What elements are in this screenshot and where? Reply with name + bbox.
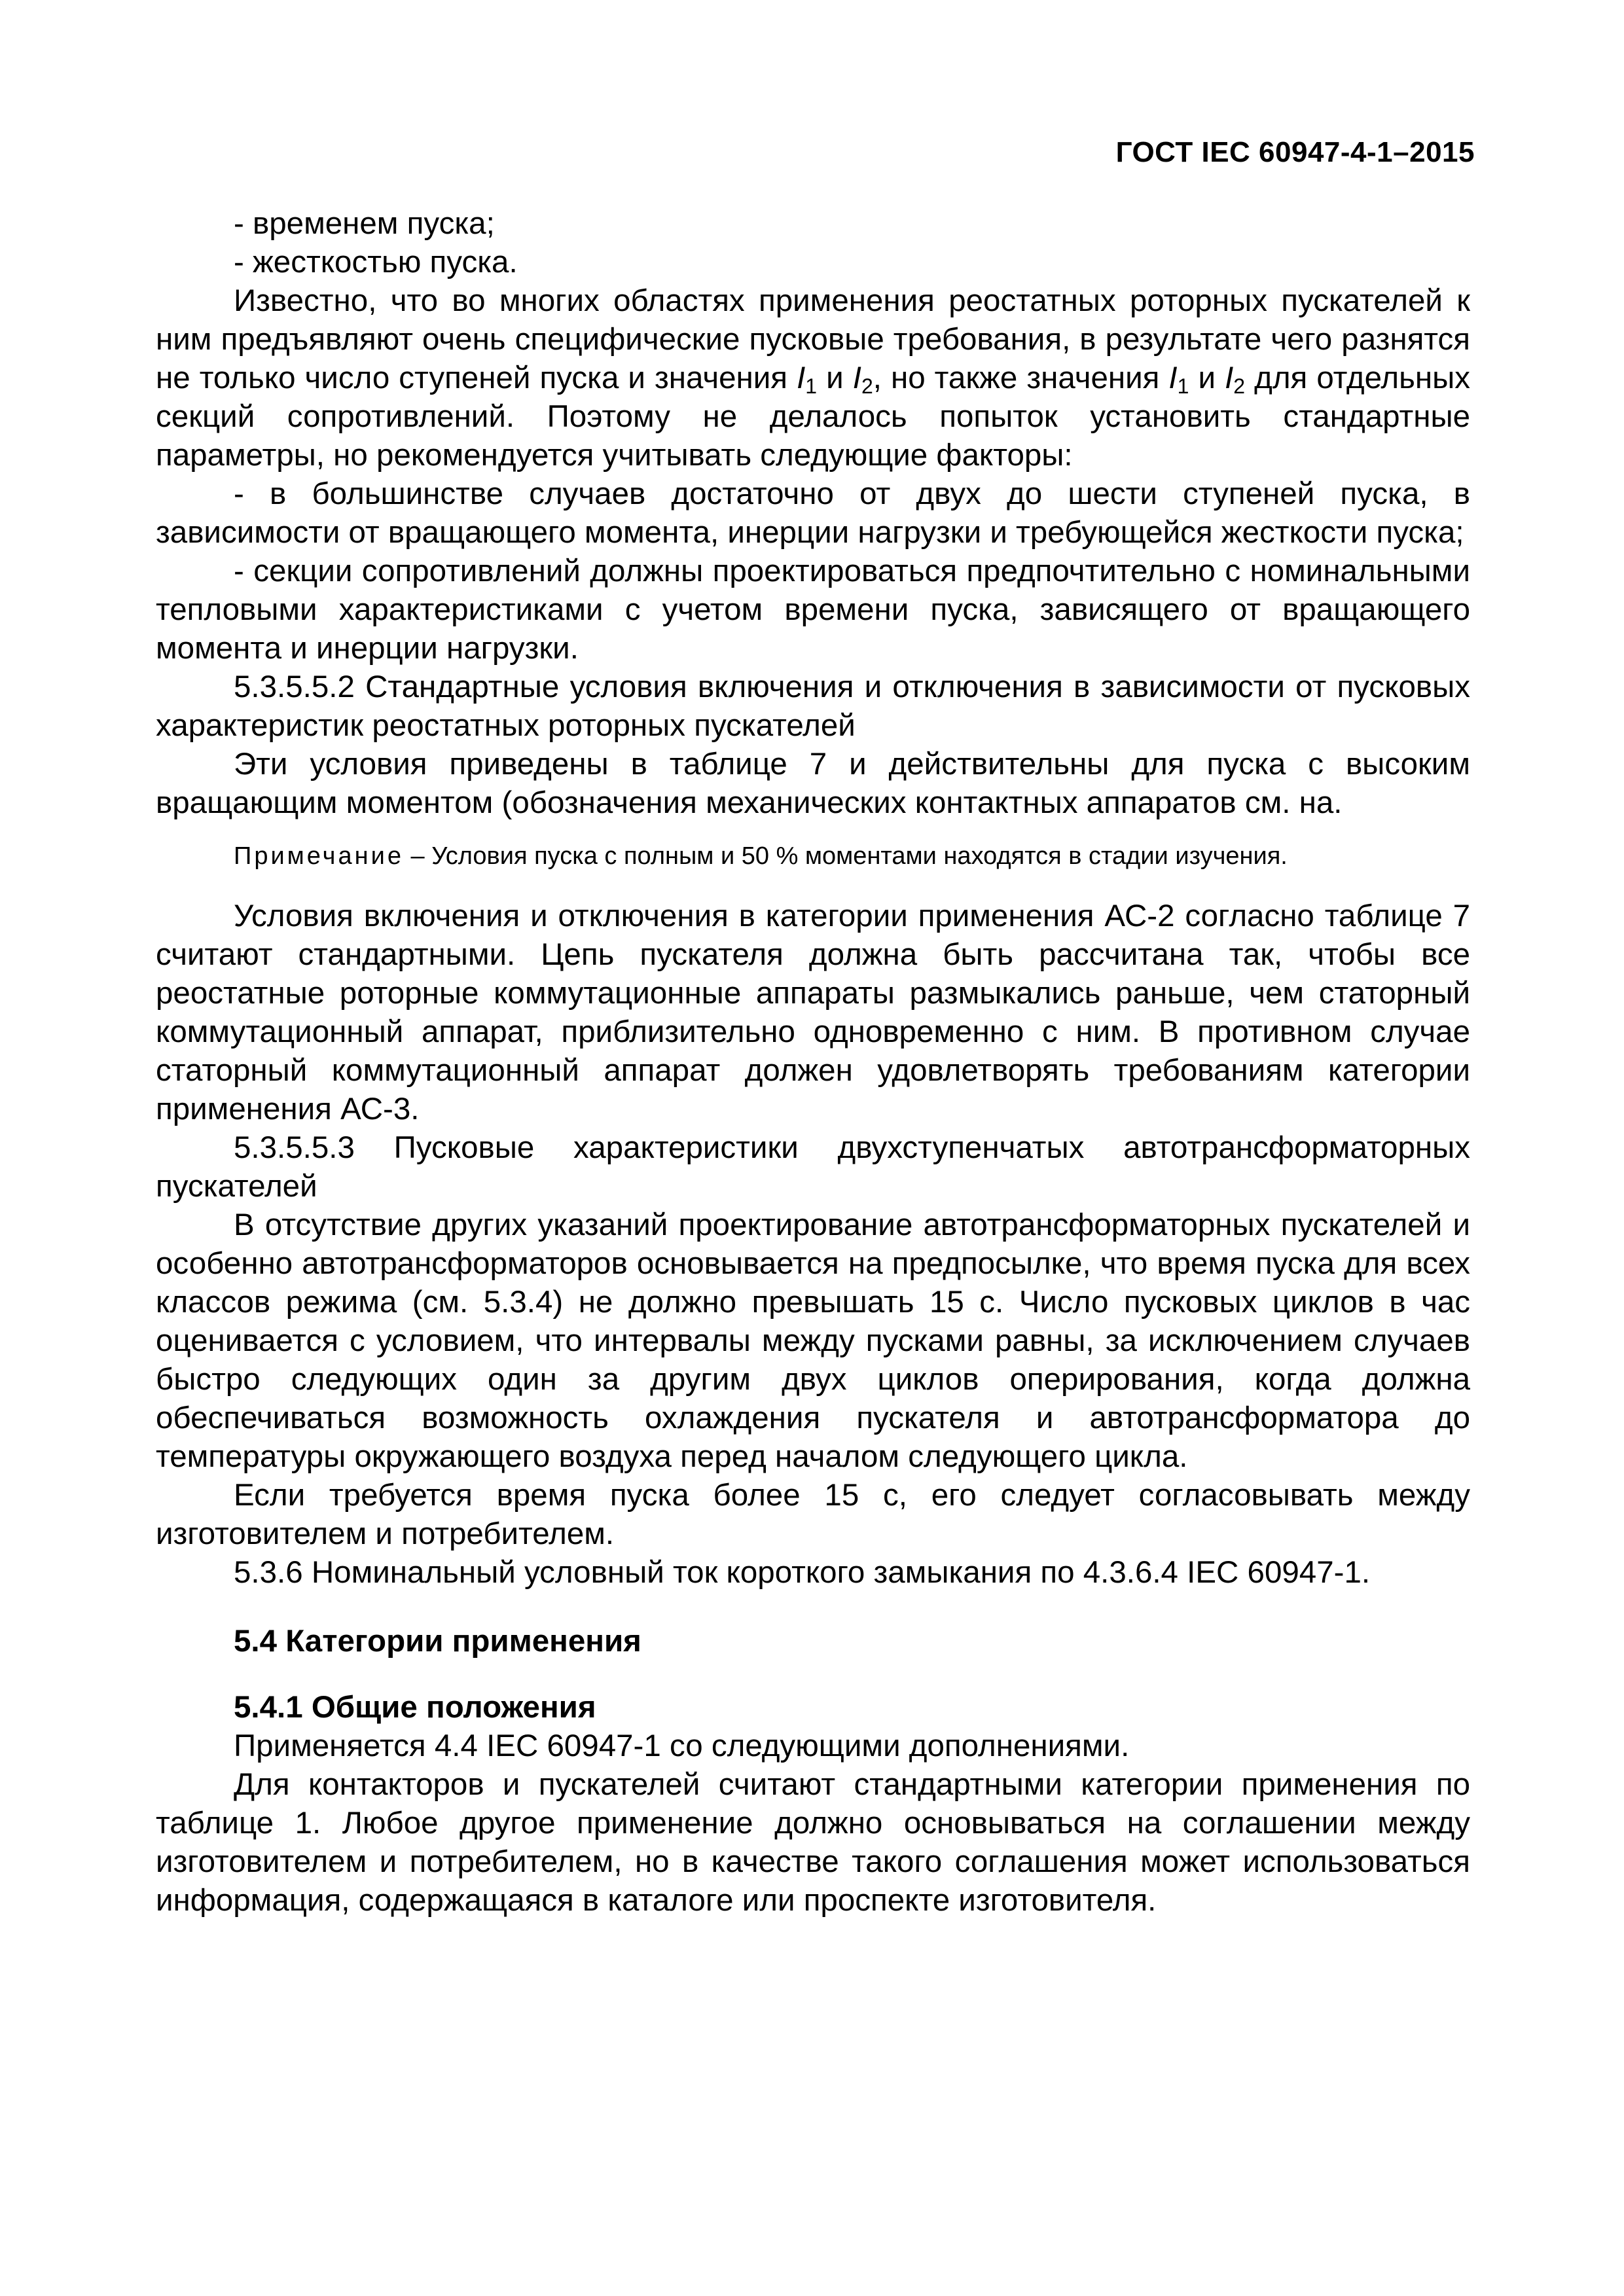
list-item-resistor-sections: - секции сопротивлений должны проектироваться предпочтительно с номинальными тепловыми характеристиками с учетом времени пуска, зависящего от вращающего момента и инерции нагрузки. <box>156 554 1470 666</box>
list-item-start-hardness: - жесткостью пуска. <box>234 245 518 279</box>
list-item-start-steps: - в большинстве случаев достаточно от двух до шести ступеней пуска, в зависимости от вращающего момента, инерции нагрузки и требующейся жесткости пуска; <box>156 476 1470 550</box>
clause-5-3-6: 5.3.6 Номинальный условный ток короткого замыкания по 4.3.6.4 IEC 60947-1. <box>234 1555 1371 1590</box>
paragraph-start-time-agreement: Если требуется время пуска более 15 с, его следует согласовывать между изготовителем и потребителем. <box>156 1478 1470 1551</box>
document-body <box>156 204 1470 1920</box>
subsection-heading-5-4-1: 5.4.1 Общие положения <box>234 1690 596 1725</box>
paragraph-applies-4-4: Применяется 4.4 IEC 60947-1 со следующими дополнениями. <box>234 1729 1130 1763</box>
document-code-header: ГОСТ IEC 60947-4-1–2015 <box>1115 136 1475 168</box>
section-heading-5-4: 5.4 Категории применения <box>234 1624 641 1659</box>
clause-5-3-5-5-3: 5.3.5.5.3 Пусковые характеристики двухступенчатых автотрансформаторных пускателей <box>156 1130 1470 1204</box>
paragraph-utilization-categories: Для контакторов и пускателей считают стандартными категории применения по таблице 1. Любое другое применение должно основываться на соглашении между изготовителем и потребителем, но в качестве такого соглашения может использоваться информация, содержащаяся в каталоге или проспекте изготовителя. <box>156 1767 1470 1918</box>
paragraph-autotransformer-design: В отсутствие других указаний проектирование автотрансформаторных пускателей и особенно автотрансформаторов основывается на предпосылке, что время пуска для всех классов режима (см. 5.3.4) не должно превышать 15 с. Число пусковых циклов в час оценивается с условием, что интервалы между пусками равны, за исключением случаев быстро следующих один за другим двух циклов оперирования, когда должна обеспечиваться возможность охлаждения пускателя и автотрансформатора до температуры окружающего воздуха перед началом следующего цикла. <box>156 1208 1470 1474</box>
note-label: Примечание <box>234 842 404 870</box>
paragraph-starting-requirements: Известно, что во многих областях применения реостатных роторных пускателей к ним предъявляют очень специфические пусковые требования, в результате чего разнятся не только число ступеней пуска и значения $I_1$ и $I_2$, но также значения $I_1$ и $I_2$ для отдельных секций сопротивлений. Поэтому не делалось попыток установить стандартные параметры, но рекомендуется учитывать следующие факторы: <box>156 283 1471 473</box>
list-item-start-time: - временем пуска; <box>234 206 495 241</box>
paragraph-ac2-conditions: Условия включения и отключения в категории применения АС-2 согласно таблице 7 считают стандартными. Цепь пускателя должна быть рассчитана так, чтобы все реостатные роторные коммутационные аппараты размыкались раньше, чем статорный коммутационный аппарат, приблизительно одновременно с ним. В противном случае статорный коммутационный аппарат должен удовлетворять требованиям категории применения АС-3. <box>156 899 1470 1126</box>
paragraph-table-7-conditions: Эти условия приведены в таблице 7 и действительны для пуска с высоким вращающим моментом (обозначения механических контактных аппаратов см. на. <box>156 747 1470 820</box>
note-text: – Условия пуска с полным и 50 % моментами находятся в стадии изучения. <box>403 842 1288 870</box>
clause-5-3-5-5-2: 5.3.5.5.2 Стандартные условия включения и отключения в зависимости от пусковых характеристик реостатных роторных пускателей <box>156 670 1470 743</box>
note <box>156 840 1470 872</box>
